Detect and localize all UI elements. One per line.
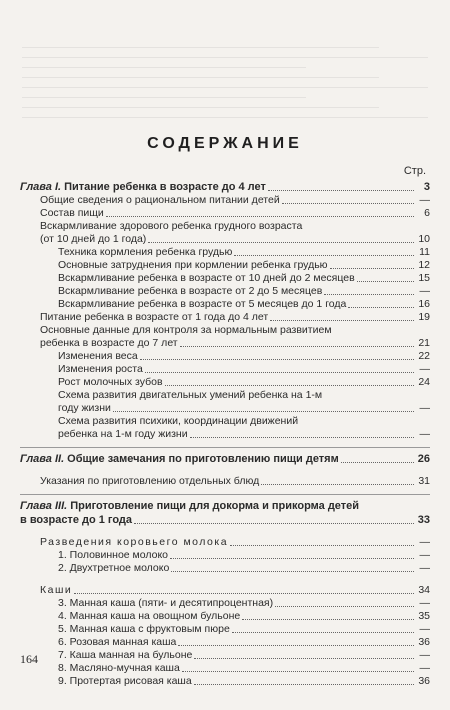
toc-entry-title	[58, 597, 273, 610]
toc-entry-title	[20, 452, 339, 466]
toc-page-number: 21	[418, 337, 430, 349]
toc-page-number: —	[419, 597, 430, 609]
toc-entry-title	[58, 272, 355, 285]
dot-leader	[341, 462, 414, 463]
toc-page-number: 12	[418, 259, 430, 271]
toc-entry	[20, 259, 430, 272]
toc-page-number: 33	[417, 514, 430, 526]
toc-entry	[20, 246, 430, 259]
toc-entry-text: Вскармливание ребенка в возрасте от 2 до 5 месяцев	[58, 285, 323, 297]
dot-leader	[145, 372, 414, 373]
toc-page-number: —	[419, 428, 430, 440]
toc-entry-title	[20, 499, 359, 513]
dot-leader	[134, 523, 414, 524]
toc-entry-text: 5. Манная каша с фруктовым пюре	[58, 623, 230, 635]
toc-entry-title	[40, 536, 228, 549]
toc-entry-title	[58, 649, 192, 662]
toc-entry-title	[40, 324, 332, 337]
section-divider	[20, 494, 430, 495]
dot-leader	[324, 294, 414, 295]
toc-page-number: 36	[418, 636, 430, 648]
dot-leader	[178, 645, 414, 646]
toc-entry	[20, 376, 430, 389]
toc-page-number: 24	[418, 376, 430, 388]
toc-entry-text: 2. Двухтретное молоко	[58, 562, 170, 574]
toc-entry-title	[58, 562, 169, 575]
dot-leader	[190, 437, 414, 438]
toc-entry	[20, 636, 430, 649]
dot-leader	[275, 606, 414, 607]
toc-entry-text: Питание ребенка в возрасте до 4 лет	[64, 181, 266, 193]
toc-entry-text: Питание ребенка в возрасте от 1 года до 4 лет	[40, 311, 269, 323]
dot-leader	[165, 385, 414, 386]
toc-page-number: —	[419, 562, 430, 574]
toc-entry-text: (от 10 дней до 1 года)	[40, 233, 147, 245]
toc-entry-title	[58, 428, 188, 441]
toc-entry-text: Общие сведения о рациональном питании детей	[40, 194, 280, 206]
toc-entry	[20, 562, 430, 575]
chapter-number: Глава III.	[20, 500, 68, 512]
toc-entry-title	[58, 350, 138, 363]
toc-page-number: 19	[418, 311, 430, 323]
toc-entry-text: 8. Масляно-мучная каша	[58, 662, 180, 674]
toc-entry-title	[58, 285, 322, 298]
toc-entry-title	[40, 233, 146, 246]
toc-page-number: —	[419, 649, 430, 661]
toc-entry-text: Изменения роста	[58, 363, 143, 375]
toc-entry-text: Схема развития психики, координации движений	[58, 415, 299, 427]
toc-page-number: 35	[418, 610, 430, 622]
section-divider	[20, 447, 430, 448]
toc-entry-text: 9. Протертая рисовая каша	[58, 675, 192, 687]
toc-entry-text: Состав пищи	[40, 207, 104, 219]
toc-entry	[20, 428, 430, 441]
toc-entry-text: Указания по приготовлению отдельных блюд	[40, 475, 260, 487]
toc-entry-text: 7. Каша манная на бульоне	[58, 649, 193, 661]
dot-leader	[194, 658, 414, 659]
page-number: 164	[20, 652, 38, 666]
toc-entry-text: Изменения веса	[58, 350, 138, 362]
dot-leader	[74, 593, 414, 594]
toc-entry-title	[58, 662, 180, 675]
toc-entry-title	[20, 513, 132, 527]
toc-chapter-entry	[20, 180, 430, 194]
toc-entry	[20, 337, 430, 350]
dot-leader	[282, 203, 414, 204]
toc-entry	[20, 194, 430, 207]
dot-leader	[182, 671, 414, 672]
dot-leader	[113, 411, 414, 412]
dot-leader	[270, 320, 414, 321]
toc-page-number: 36	[418, 675, 430, 687]
toc-page-number: 22	[418, 350, 430, 362]
toc-page-number: 11	[419, 246, 430, 258]
toc-entry-title	[58, 623, 230, 636]
toc-entry-title	[40, 311, 268, 324]
toc-page-number: —	[419, 549, 430, 561]
toc-entry-title	[58, 610, 240, 623]
toc-entry-title	[40, 207, 104, 220]
toc-page-number: —	[419, 623, 430, 635]
toc-entry	[20, 220, 430, 233]
dot-leader	[106, 216, 414, 217]
toc-entry-text: 6. Розовая манная каша	[58, 636, 177, 648]
toc-page-number: 3	[423, 181, 430, 193]
chapter-number: Глава II.	[20, 453, 65, 465]
toc-entry-text: Основные затруднения при кормлении ребенка грудью	[58, 259, 328, 271]
toc-page-number: —	[419, 194, 430, 206]
toc-entry-text: Каши	[40, 584, 73, 596]
toc-entry-text: ребенка в возрасте до 7 лет	[40, 337, 178, 349]
toc-page-number: —	[419, 402, 430, 414]
toc-entry-title	[58, 402, 111, 415]
toc-page-number: 15	[418, 272, 430, 284]
toc-entry	[20, 475, 430, 488]
toc-entry	[20, 597, 430, 610]
toc-entry	[20, 285, 430, 298]
page-column-label: Стр.	[403, 165, 426, 177]
toc-page-number: 31	[418, 475, 430, 487]
toc-entry-text: Схема развития двигательных умений ребенка на 1-м	[58, 389, 323, 401]
dot-leader	[268, 190, 414, 191]
toc-entry	[20, 536, 430, 549]
dot-leader	[171, 571, 414, 572]
toc-entry-text: Вскармливание ребенка в возрасте от 5 месяцев до 1 года	[58, 298, 347, 310]
toc-entry	[20, 389, 430, 402]
toc-entry-text: Основные данные для контроля за нормальным развитием	[40, 324, 332, 336]
dot-leader	[261, 484, 414, 485]
dot-leader	[194, 684, 414, 685]
toc-entry-text: 4. Манная каша на овощном бульоне	[58, 610, 241, 622]
toc-entry-text: году жизни	[58, 402, 111, 414]
toc-page-number: 26	[417, 453, 430, 465]
dot-leader	[330, 268, 414, 269]
toc-entry-text: Вскармливание ребенка в возрасте от 10 дней до 2 месяцев	[58, 272, 355, 284]
toc-page-number: 16	[418, 298, 430, 310]
toc-page-number: 10	[418, 233, 430, 245]
toc-entry	[20, 402, 430, 415]
toc-entry-title	[40, 220, 302, 233]
toc-chapter-entry	[20, 452, 430, 466]
toc-entry-title	[58, 636, 176, 649]
toc-entry-title	[58, 298, 346, 311]
toc-entry	[20, 649, 430, 662]
toc-entry-text: в возрасте до 1 года	[20, 514, 133, 526]
dot-leader	[232, 632, 414, 633]
toc-entry-text: 1. Половинное молоко	[58, 549, 169, 561]
toc-page-number: —	[419, 285, 430, 297]
toc-entry-text: 3. Манная каша (пяти- и десятипроцентная)	[58, 597, 274, 609]
dot-leader	[348, 307, 414, 308]
toc-entry	[20, 415, 430, 428]
toc-entry	[20, 610, 430, 623]
toc-page-number: —	[419, 363, 430, 375]
toc-entry	[20, 623, 430, 636]
dot-leader	[230, 545, 414, 546]
toc-entry-text: Рост молочных зубов	[58, 376, 163, 388]
toc-chapter-entry	[20, 513, 430, 527]
toc-entry	[20, 298, 430, 311]
toc-entry-title	[20, 180, 266, 194]
toc-entry	[20, 311, 430, 324]
toc-entry-title	[58, 376, 163, 389]
toc-entry-title	[40, 337, 178, 350]
toc-entry-text: Техника кормления ребенка грудью	[58, 246, 233, 258]
toc-entry-text: Вскармливание здорового ребенка грудного возраста	[40, 220, 303, 232]
toc-page-number: 34	[418, 584, 430, 596]
toc-entry	[20, 207, 430, 220]
table-of-contents	[20, 180, 430, 688]
toc-entry-title	[58, 389, 322, 402]
toc-page-number: —	[419, 662, 430, 674]
toc-entry	[20, 549, 430, 562]
toc-entry-title	[40, 194, 280, 207]
toc-entry-title	[58, 415, 298, 428]
toc-entry-title	[58, 675, 192, 688]
toc-entry-title	[40, 584, 72, 597]
toc-entry-text: ребенка на 1-м году жизни	[58, 428, 188, 440]
toc-entry-title	[40, 475, 259, 488]
dot-leader	[140, 359, 414, 360]
toc-page-number: 6	[424, 207, 430, 219]
toc-entry-title	[58, 246, 232, 259]
toc-entry	[20, 272, 430, 285]
page-title: СОДЕРЖАНИЕ	[147, 135, 303, 152]
dot-leader	[242, 619, 414, 620]
toc-entry	[20, 324, 430, 337]
toc-entry	[20, 350, 430, 363]
toc-entry	[20, 662, 430, 675]
toc-entry-title	[58, 363, 143, 376]
toc-entry-text: Общие замечания по приготовлению пищи детям	[67, 453, 339, 465]
toc-chapter-entry	[20, 499, 430, 513]
toc-page-number: —	[419, 536, 430, 548]
toc-entry	[20, 584, 430, 597]
toc-entry-title	[58, 549, 168, 562]
toc-entry-text: Приготовление пищи для докорма и прикорма детей	[70, 500, 360, 512]
dot-leader	[180, 346, 414, 347]
toc-entry	[20, 233, 430, 246]
dot-leader	[357, 281, 414, 282]
dot-leader	[148, 242, 414, 243]
toc-entry	[20, 363, 430, 376]
toc-entry-title	[58, 259, 328, 272]
toc-entry-text: Разведения коровьего молока	[40, 536, 229, 548]
dot-leader	[170, 558, 414, 559]
chapter-number: Глава I.	[20, 181, 62, 193]
toc-entry	[20, 675, 430, 688]
dot-leader	[234, 255, 414, 256]
